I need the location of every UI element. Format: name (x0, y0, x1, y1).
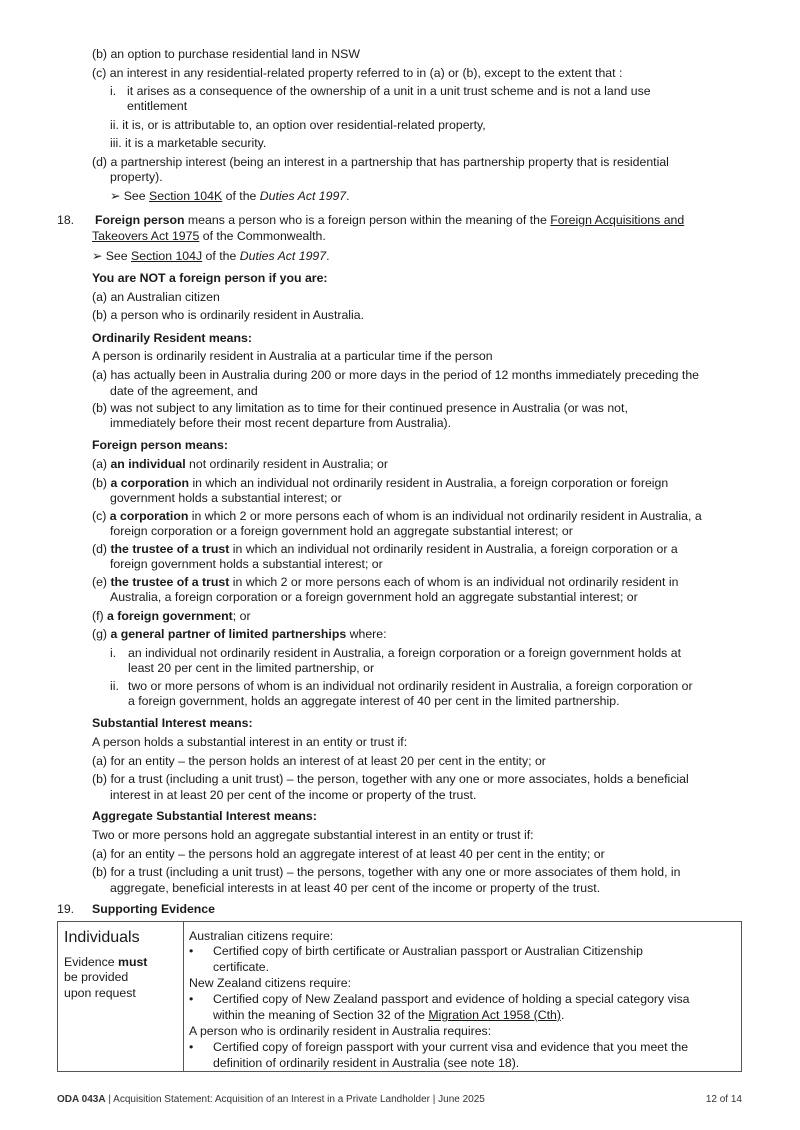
section-104j-link[interactable]: Section 104J (131, 249, 203, 263)
resident-evidence-line1: Certified copy of foreign passport with your current visa and evidence that you meet the (213, 1040, 689, 1054)
aggregate-interest-a: (a) for an entity – the persons hold an aggregate interest of at least 40 per cent in the entity; or (92, 847, 605, 861)
foreign-person-f: (f) a foreign government; or (92, 609, 251, 623)
ordinarily-resident-evidence-heading: A person who is ordinarily resident in Australia requires: (189, 1024, 492, 1038)
aggregate-interest-b-line2: aggregate, beneficial interests in at least 40 per cent of the income or property of the trust. (110, 881, 601, 895)
item-c-i-number: i. (110, 84, 117, 98)
substantial-interest-heading: Substantial Interest means: (92, 716, 253, 730)
not-foreign-b: (b) a person who is ordinarily resident in Australia. (92, 308, 365, 322)
item-c-iii: iii. it is a marketable security. (110, 136, 267, 150)
foreign-person-d-line2: foreign government holds a substantial interest; or (110, 557, 383, 571)
nz-evidence-line2: within the meaning of Section 32 of the Migration Act 1958 (Cth). (213, 1008, 565, 1022)
foreign-person-heading: Foreign person means: (92, 438, 228, 452)
supporting-evidence-table (57, 921, 742, 1072)
fata-link-cont[interactable]: Takeovers Act 1975 (92, 229, 200, 243)
substantial-interest-intro: A person holds a substantial interest in an entity or trust if: (92, 735, 408, 749)
foreign-person-a: (a) an individual not ordinarily resident in Australia; or (92, 457, 388, 471)
section-19-number: 19. (57, 902, 75, 916)
bullet-icon: • (189, 1040, 194, 1054)
individuals-title: Individuals (64, 929, 140, 946)
foreign-person-g: (g) a general partner of limited partnerships where: (92, 627, 387, 641)
form-description: | Acquisition Statement: Acquisition of an Interest in a Private Landholder | June 2025 (105, 1094, 485, 1105)
aggregate-interest-heading: Aggregate Substantial Interest means: (92, 809, 317, 823)
ordinarily-resident-a-line2: date of the agreement, and (110, 384, 258, 398)
section-19-title: Supporting Evidence (92, 902, 215, 916)
not-foreign-heading: You are NOT a foreign person if you are: (92, 271, 328, 285)
foreign-person-e-line2: Australia, a foreign corporation or a foreign government hold an aggregate substantial interest; or (110, 590, 638, 604)
resident-evidence-line2: definition of ordinarily resident in Australia (see note 18). (213, 1056, 520, 1070)
section-104k-link[interactable]: Section 104K (149, 189, 223, 203)
evidence-must-line3: upon request (64, 986, 136, 1000)
footer-info (57, 1092, 485, 1108)
nz-citizens-heading: New Zealand citizens require: (189, 976, 351, 990)
australian-citizens-heading: Australian citizens require: (189, 929, 334, 943)
australian-evidence-line1: Certified copy of birth certificate or Australian passport or Australian Citizenship (213, 944, 643, 958)
migration-act-link[interactable]: Migration Act 1958 (Cth) (428, 1008, 561, 1022)
foreign-person-g-i-line2: least 20 per cent in the limited partnership, or (128, 661, 375, 675)
aggregate-interest-b-line1: (b) for a trust (including a unit trust) – the persons, together with any one or more associates of them hold, in (92, 865, 681, 879)
see-section-104j: ➢ See Section 104J of the Duties Act 1997. (92, 249, 330, 263)
ordinarily-resident-b-line2: immediately before their most recent departure from Australia). (110, 416, 452, 430)
bullet-icon: • (189, 992, 194, 1006)
ordinarily-resident-intro: A person is ordinarily resident in Australia at a particular time if the person (92, 349, 493, 363)
ordinarily-resident-heading: Ordinarily Resident means: (92, 331, 252, 345)
item-b: (b) an option to purchase residential land in NSW (92, 47, 360, 61)
item-c-i-line2: entitlement (127, 99, 188, 113)
ordinarily-resident-a-line1: (a) has actually been in Australia during 200 or more days in the period of 12 months immediately preceding the (92, 368, 699, 382)
foreign-person-g-i-line1: an individual not ordinarily resident in Australia, a foreign corporation or a foreign government holds at (128, 646, 681, 660)
section-18-number: 18. (57, 213, 75, 227)
see-section-104k: ➢ See Section 104K of the Duties Act 1997. (110, 189, 350, 203)
page-number: 12 of 14 (705, 1094, 742, 1105)
substantial-interest-b-line1: (b) for a trust (including a unit trust) – the person, together with any one or more associates, holds a beneficial (92, 772, 689, 786)
fata-link[interactable]: Foreign Acquisitions and (550, 213, 685, 227)
aggregate-interest-intro: Two or more persons hold an aggregate substantial interest in an entity or trust if: (92, 828, 534, 842)
nz-evidence-line1: Certified copy of New Zealand passport and evidence of holding a special category visa (213, 992, 690, 1006)
evidence-must-line2: be provided (64, 970, 129, 984)
item-d-line2: property). (110, 170, 163, 184)
ordinarily-resident-b-line1: (b) was not subject to any limitation as to time for their continued presence in Australia (or was not, (92, 401, 628, 415)
foreign-person-b-line1: (b) a corporation in which an individual not ordinarily resident in Australia, a foreign corporation or foreign (92, 476, 669, 490)
item-c-ii: ii. it is, or is attributable to, an option over residential-related property, (110, 118, 486, 132)
section-18-definition-line1: Foreign person means a person who is a foreign person within the meaning of the Foreign Acquisitions and (95, 213, 685, 227)
foreign-person-g-ii-number: ii. (110, 679, 119, 693)
table-divider (183, 922, 184, 1071)
foreign-person-g-ii-line2: a foreign government, holds an aggregate interest of 40 per cent in the limited partnership. (128, 694, 620, 708)
section-18-definition-line2: Takeovers Act 1975 of the Commonwealth. (92, 229, 326, 243)
foreign-person-d-line1: (d) the trustee of a trust in which an individual not ordinarily resident in Australia, a foreign corporation or a (92, 542, 678, 556)
evidence-must-line1: Evidence must (64, 955, 148, 969)
foreign-person-g-i-number: i. (110, 646, 117, 660)
foreign-person-g-ii-line1: two or more persons of whom is an individual not ordinarily resident in Australia, a foreign corporation or (128, 679, 693, 693)
not-foreign-a: (a) an Australian citizen (92, 290, 220, 304)
foreign-person-b-line2: government holds a substantial interest; or (110, 491, 342, 505)
bullet-icon: • (189, 944, 194, 958)
foreign-person-e-line1: (e) the trustee of a trust in which 2 or more persons each of whom is an individual not ordinarily resident in (92, 575, 679, 589)
item-d-line1: (d) a partnership interest (being an interest in a partnership that has partnership property that is residential (92, 155, 669, 169)
form-code: ODA 043A (57, 1094, 106, 1105)
foreign-person-c-line2: foreign corporation or a foreign government hold an aggregate substantial interest; or (110, 524, 573, 538)
item-c: (c) an interest in any residential-related property referred to in (a) or (b), except to the extent that : (92, 66, 623, 80)
substantial-interest-b-line2: interest in at least 20 per cent of the income or property of the trust. (110, 788, 477, 802)
foreign-person-c-line1: (c) a corporation in which 2 or more persons each of whom is an individual not ordinarily resident in Australia, a (92, 509, 702, 523)
substantial-interest-a: (a) for an entity – the person holds an interest of at least 20 per cent in the entity; or (92, 754, 546, 768)
item-c-i-line1: it arises as a consequence of the ownership of a unit in a unit trust scheme and is not a land use (127, 84, 651, 98)
australian-evidence-line2: certificate. (213, 960, 270, 974)
